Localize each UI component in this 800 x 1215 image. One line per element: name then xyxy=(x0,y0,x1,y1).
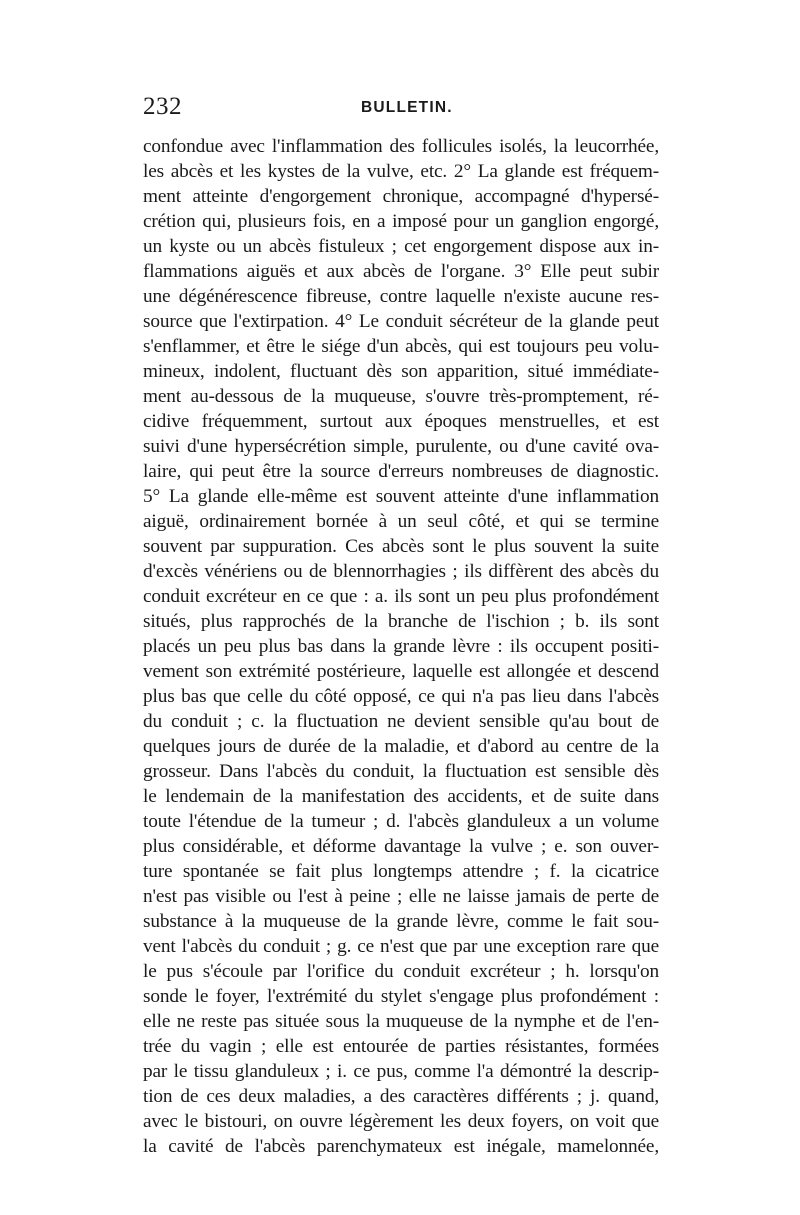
text-line: toute l'étendue de la tumeur ; d. l'abcès glanduleux a un volume xyxy=(143,811,659,832)
text-line: source que l'extirpation. 4° Le conduit sécréteur de la glande peut xyxy=(143,311,659,332)
text-line: le lendemain de la manifestation des accidents, et de suite dans xyxy=(143,786,659,807)
text-line: elle ne reste pas située sous la muqueuse de la nymphe et de l'en- xyxy=(143,1011,659,1032)
text-line: trée du vagin ; elle est entourée de parties résistantes, formées xyxy=(143,1036,659,1057)
text-line: souvent par suppuration. Ces abcès sont le plus souvent la suite xyxy=(143,536,659,557)
text-line: situés, plus rapprochés de la branche de l'ischion ; b. ils sont xyxy=(143,611,659,632)
text-line: 5° La glande elle-même est souvent atteinte d'une inflammation xyxy=(143,486,659,507)
page-number: 232 xyxy=(143,93,182,120)
text-line: plus considérable, et déforme davantage la vulve ; e. son ouver- xyxy=(143,836,659,857)
text-line: une dégénérescence fibreuse, contre laquelle n'existe aucune res- xyxy=(143,286,659,307)
text-line: grosseur. Dans l'abcès du conduit, la fluctuation est sensible dès xyxy=(143,761,659,782)
running-title: BULLETIN. xyxy=(361,99,453,116)
text-line: le pus s'écoule par l'orifice du conduit excréteur ; h. lorsqu'on xyxy=(143,961,659,982)
text-line: les abcès et les kystes de la vulve, etc. 2° La glande est fréquem- xyxy=(143,161,659,182)
text-line: confondue avec l'inflammation des follicules isolés, la leucorrhée, xyxy=(143,136,659,157)
running-head xyxy=(143,93,663,123)
text-line: crétion qui, plusieurs fois, en a imposé pour un ganglion engorgé, xyxy=(143,211,659,232)
text-line: substance à la muqueuse de la grande lèvre, comme le fait sou- xyxy=(143,911,659,932)
text-line: placés un peu plus bas dans la grande lèvre : ils occupent positi- xyxy=(143,636,659,657)
text-line: par le tissu glanduleux ; i. ce pus, comme l'a démontré la descrip- xyxy=(143,1061,659,1082)
text-line: sonde le foyer, l'extrémité du stylet s'engage plus profondément : xyxy=(143,986,659,1007)
text-line: la cavité de l'abcès parenchymateux est inégale, mamelonnée, xyxy=(143,1136,659,1157)
text-line: d'excès vénériens ou de blennorrhagies ; ils diffèrent des abcès du xyxy=(143,561,659,582)
text-line: ment au-dessous de la muqueuse, s'ouvre très-promptement, ré- xyxy=(143,386,659,407)
text-line: mineux, indolent, fluctuant dès son apparition, situé immédiate- xyxy=(143,361,659,382)
text-line: conduit excréteur en ce que : a. ils sont un peu plus profondément xyxy=(143,586,659,607)
text-line: un kyste ou un abcès fistuleux ; cet engorgement dispose aux in- xyxy=(143,236,659,257)
text-line: quelques jours de durée de la maladie, et d'abord au centre de la xyxy=(143,736,659,757)
text-line: ment atteinte d'engorgement chronique, accompagné d'hypersé- xyxy=(143,186,659,207)
text-line: n'est pas visible ou l'est à peine ; elle ne laisse jamais de perte de xyxy=(143,886,659,907)
text-line: avec le bistouri, on ouvre légèrement les deux foyers, on voit que xyxy=(143,1111,659,1132)
text-line: plus bas que celle du côté opposé, ce qui n'a pas lieu dans l'abcès xyxy=(143,686,659,707)
text-line: laire, qui peut être la source d'erreurs nombreuses de diagnostic. xyxy=(143,461,659,482)
text-line: aiguë, ordinairement bornée à un seul côté, et qui se termine xyxy=(143,511,659,532)
text-line: flammations aiguës et aux abcès de l'organe. 3° Elle peut subir xyxy=(143,261,659,282)
text-line: du conduit ; c. la fluctuation ne devient sensible qu'au bout de xyxy=(143,711,659,732)
text-line: vement son extrémité postérieure, laquelle est allongée et descend xyxy=(143,661,659,682)
text-line: suivi d'une hypersécrétion simple, purulente, ou d'une cavité ova- xyxy=(143,436,659,457)
body-text xyxy=(143,134,659,1159)
text-line: vent l'abcès du conduit ; g. ce n'est que par une exception rare que xyxy=(143,936,659,957)
text-line: ture spontanée se fait plus longtemps attendre ; f. la cicatrice xyxy=(143,861,659,882)
text-line: tion de ces deux maladies, a des caractères différents ; j. quand, xyxy=(143,1086,659,1107)
text-line: s'enflammer, et être le siége d'un abcès, qui est toujours peu volu- xyxy=(143,336,659,357)
text-line: cidive fréquemment, surtout aux époques menstruelles, et est xyxy=(143,411,659,432)
